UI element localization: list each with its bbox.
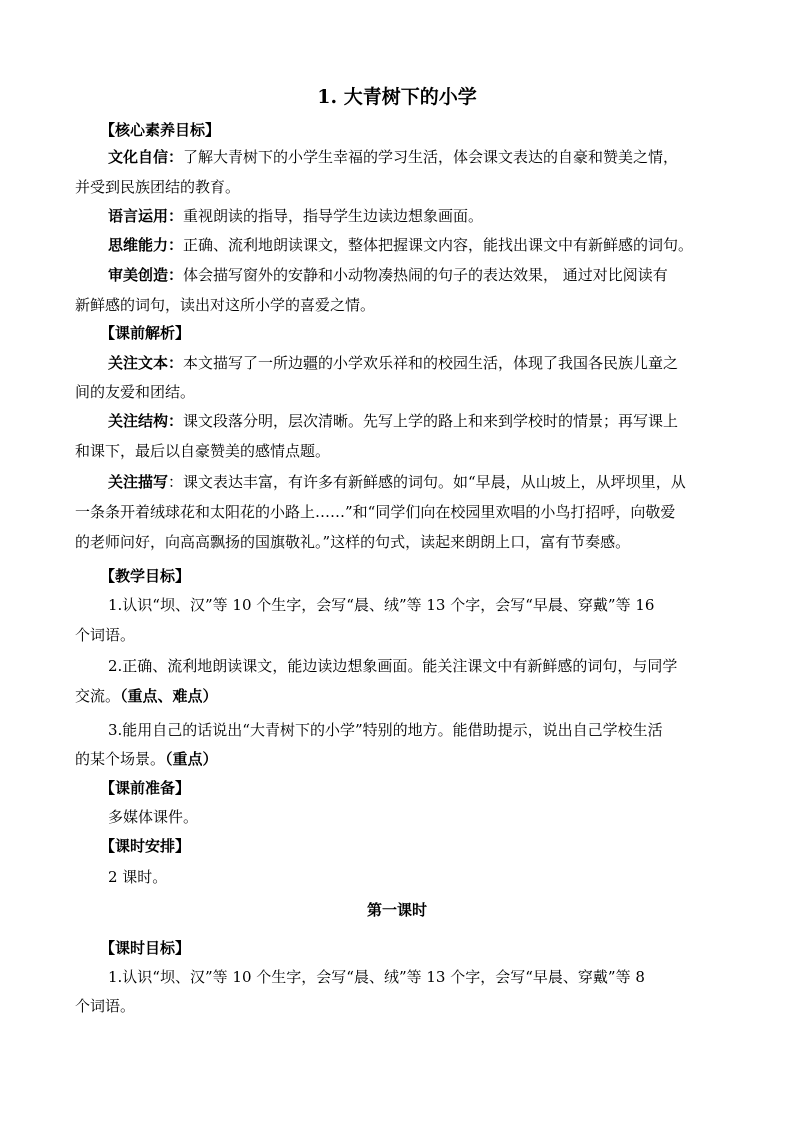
- structure-text-1: 课文段落分明，层次清晰。先写上学的路上和来到学校时的情景；再写课上: [183, 412, 679, 430]
- description-text-1: ：课文表达丰富，有许多有新鲜感的词句。如“早晨，从山坡上，从坪坝里，从: [168, 473, 686, 491]
- lesson-title: 第一课时: [366, 901, 427, 919]
- goal-2-line-1: 2.正确、流利地朗读课文，能边读边想象画面。能关注课文中有新鲜感的词句，与同学: [108, 657, 678, 675]
- goal-3-text: 的某个场景。: [75, 750, 166, 768]
- goal-2-emphasis: （重点、难点）: [120, 687, 218, 705]
- language-label: 语言运用：: [108, 207, 184, 225]
- aesthetic-text-2: 新鲜感的词句，读出对这所小学的喜爱之情。: [75, 296, 376, 314]
- heading-preparation: 【课前准备】: [100, 779, 191, 797]
- structure-text-2: 和课下，最后以自豪赞美的感情点题。: [75, 442, 331, 460]
- goal-3-line-2: [75, 748, 218, 770]
- heading-core-goals: 【核心素养目标】: [100, 121, 221, 139]
- page-title: 1. 大青树下的小学: [317, 86, 477, 108]
- culture-text-1: 了解大青树下的小学生幸福的学习生活，体会课文表达的自豪和赞美之情，: [183, 148, 679, 166]
- heading-analysis: 【课前解析】: [100, 324, 191, 342]
- heading-teaching-goals: 【教学目标】: [100, 567, 191, 585]
- thinking-text: 正确、流利地朗读课文，整体把握课文内容，能找出课文中有新鲜感的词句。: [183, 236, 694, 254]
- culture-text-2: 并受到民族团结的教育。: [75, 178, 241, 196]
- preparation-text: 多媒体课件。: [108, 808, 199, 826]
- lesson-goal-1-line-1: 1.认识“坝、汉”等 10 个生字，会写“晨、绒”等 13 个字，会写“早晨、穿戴”等 8: [108, 968, 645, 986]
- schedule-text: 2 课时。: [108, 868, 168, 886]
- paragraph-text-focus: [108, 352, 678, 374]
- paragraph-aesthetic: [108, 264, 668, 286]
- heading-lesson-goals: 【课时目标】: [100, 939, 191, 957]
- heading-schedule: 【课时安排】: [100, 837, 191, 855]
- paragraph-thinking: [108, 234, 693, 256]
- structure-label: 关注结构：: [108, 412, 184, 430]
- text-focus-text-1: 本文描写了一所边疆的小学欢乐祥和的校园生活，体现了我国各民族儿童之: [183, 354, 679, 372]
- lesson-goal-1-line-2: 个词语。: [75, 997, 136, 1015]
- paragraph-language: [108, 205, 483, 227]
- goal-2-text: 交流。: [75, 687, 121, 705]
- paragraph-culture: [108, 146, 678, 168]
- goal-3-emphasis: （重点）: [165, 750, 218, 768]
- paragraph-description: [108, 471, 686, 493]
- goal-3-line-1: 3.能用自己的话说出“大青树下的小学”特别的地方。能借助提示，说出自己学校生活: [108, 721, 663, 739]
- aesthetic-label: 审美创造：: [108, 266, 184, 284]
- description-text-2: 一条条开着绒球花和太阳花的小路上……”和“同学们向在校园里欢唱的小鸟打招呼，向敬爱: [75, 503, 676, 521]
- goal-1-line-1: 1.认识“坝、汉”等 10 个生字，会写“晨、绒”等 13 个字，会写“早晨、穿戴”等 16: [108, 596, 655, 614]
- text-focus-text-2: 间的友爱和团结。: [75, 383, 196, 401]
- goal-2-line-2: [75, 685, 218, 707]
- aesthetic-text-1: 体会描写窗外的安静和小动物凑热闹的句子的表达效果， 通过对比阅读有: [183, 266, 668, 284]
- goal-1-line-2: 个词语。: [75, 626, 136, 644]
- paragraph-structure: [108, 410, 678, 432]
- description-text-3: 的老师问好，向高高飘扬的国旗敬礼。”这样的句式，读起来朗朗上口，富有节奏感。: [75, 533, 631, 551]
- culture-label: 文化自信：: [108, 148, 184, 166]
- language-text: 重视朗读的指导，指导学生边读边想象画面。: [183, 207, 484, 225]
- thinking-label: 思维能力：: [108, 236, 184, 254]
- text-focus-label: 关注文本：: [108, 354, 184, 372]
- description-label: 关注描写: [108, 473, 169, 491]
